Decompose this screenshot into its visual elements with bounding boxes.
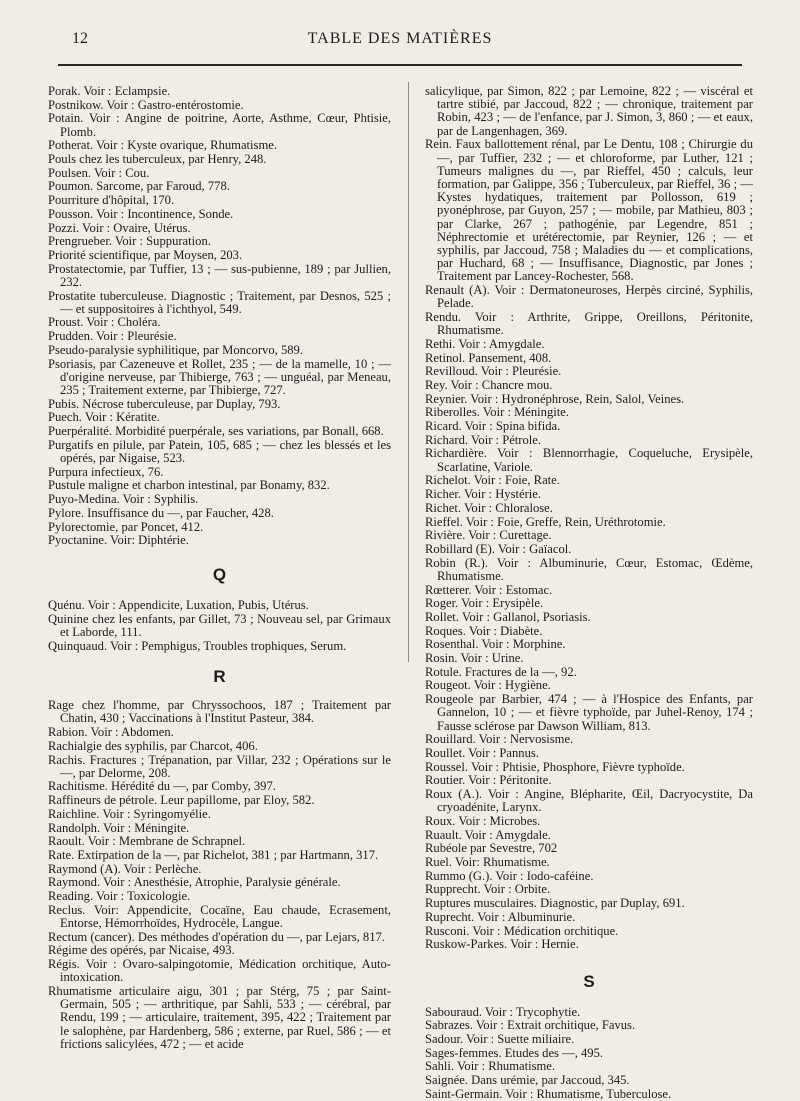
index-entry: Rieffel. Voir : Foie, Greffe, Rein, Uréthrotomie. — [425, 514, 666, 529]
index-entry: Purpura infectieux, 76. — [48, 464, 164, 479]
index-entry: Rouillard. Voir : Nervosisme. — [425, 732, 574, 747]
index-entry: Rendu. Voir : Arthrite, Grippe, Oreillons, Péritonite, Rhumatisme. — [425, 309, 753, 338]
index-entry: Ruptures musculaires. Diagnostic, par Duplay, 691. — [425, 896, 685, 911]
index-entry: Pubis. Nécrose tuberculeuse, par Duplay, 793. — [48, 396, 281, 411]
index-entry: Raffineurs de pétrole. Leur papillome, par Eloy, 582. — [48, 793, 315, 808]
index-entry: Sages-femmes. Etudes des —, 495. — [425, 1045, 604, 1060]
index-entry: Prostatite tuberculeuse. Diagnostic ; Traitement, par Desnos, 525 ; — et suppositoires à l'ichthyol, 549. — [48, 288, 391, 316]
index-entry: Rein. Faux ballottement rénal, par Le Dentu, 108 ; Chirurgie du —, par Tuffier, 232 ; — et chloroforme, par Luther, 121 ; Tumeurs malignes du —, par Rieffel, 450 ; calculs, leur formation, par Galippe, 356 ; Tuberculeux, par Rieffel, 36 ; — Kystes hydatiques, traitement par Pollosson, 619 ; pyonéphrose, par Guyon, 257 ; — mobile, par Mathieu, 803 ; par Clarke, 267 ; pathogénie, par Legendre, 851 ; Néphrectomie et urétérectomie, par Reynier, 126 ; — et syphilis, par Jaccoud, 758 ; Maladies du — et complications, par Huchard, 68 ; — Insuffisance, Diagnostic, par Jones ; Traitement par Lancey-Rochester, 568. — [425, 137, 753, 284]
index-entry: Pourriture d'hôpital, 170. — [48, 193, 175, 208]
index-entry: Priorité scientifique, par Moysen, 203. — [48, 247, 243, 262]
index-entry: Reading. Voir : Toxicologie. — [48, 889, 191, 904]
index-entry: salicylique, par Simon, 822 ; par Lemoine, 822 ; — viscéral et tartre stibié, par Jaccoud, 822 ; — chronique, traitement par Robin, 423 ; — de l'enfance, par J. Simon, 3, 860 ; — et eaux, par de Langenhagen, 369. — [425, 84, 753, 138]
index-entry: Puech. Voir : Kératite. — [48, 410, 160, 425]
index-entry: Richet. Voir : Chloralose. — [425, 500, 553, 515]
index-entry: Rœtterer. Voir : Estomac. — [425, 582, 553, 597]
index-entry: Ruault. Voir : Amygdale. — [425, 827, 551, 842]
index-entry: Renault (A). Voir : Dermatoneuroses, Herpès circiné, Syphilis, Pelade. — [425, 283, 753, 311]
index-entry: Richer. Voir : Hystérie. — [425, 487, 542, 502]
index-entry: Raichline. Voir : Syringomyélie. — [48, 806, 211, 821]
index-entry: Retinol. Pansement, 408. — [425, 350, 552, 365]
index-entry: Sabouraud. Voir : Trycophytie. — [425, 1004, 581, 1019]
index-entry: Raoult. Voir : Membrane de Schrapnel. — [48, 834, 246, 849]
index-entry: Rosin. Voir : Urine. — [425, 651, 524, 666]
index-entry: Pozzi. Voir : Ovaire, Utérus. — [48, 220, 191, 235]
index-entry: Potherat. Voir : Kyste ovarique, Rhumatisme. — [48, 138, 277, 153]
index-entry: Rummo (G.). Voir : Iodo-caféine. — [425, 868, 594, 883]
index-entry: Rate. Extirpation de la —, par Richelot, 381 ; par Hartmann, 317. — [48, 847, 379, 862]
index-entry: Riberolles. Voir : Méningite. — [425, 405, 570, 420]
index-entry: Robin (R.). Voir : Albuminurie, Cœur, Estomac, Œdème, Rhumatisme. — [425, 555, 753, 583]
index-entry: Pylore. Insuffisance du —, par Faucher, 428. — [48, 505, 274, 520]
index-entry: Potain. Voir : Angine de poitrine, Aorte, Asthme, Cœur, Phtisie, Plomb. — [48, 111, 391, 139]
index-entry: Rhumatisme articulaire aigu, 301 ; par Stérg, 75 ; par Saint-Germain, 505 ; — arthritique, par Sahli, 533 ; — cérébral, par Rendu, 199 ; — articulaire, traitement, 395, 422 ; Traitement par le salophène, par Hardenberg, 586 ; externe, par Ruel, 586 ; — et frictions salicylées, 472 ; — et acide — [48, 983, 391, 1051]
index-entry: Raymond (A). Voir : Perlèche. — [48, 861, 202, 876]
index-entry: Rollet. Voir : Gallanol, Psoriasis. — [425, 609, 591, 624]
index-entry: Pousson. Voir : Incontinence, Sonde. — [48, 206, 234, 221]
index-entry: Rusconi. Voir : Médication orchitique. — [425, 923, 619, 938]
index-entry: Rubéole par Sevestre, 702 — [425, 841, 558, 856]
index-entry: Poumon. Sarcome, par Faroud, 778. — [48, 179, 230, 194]
index-entry: Robillard (E). Voir : Gaïacol. — [425, 541, 572, 556]
index-entry: Quénu. Voir : Appendicite, Luxation, Pubis, Utérus. — [48, 598, 309, 613]
index-entry: Ruel. Voir: Rhumatisme. — [425, 855, 550, 870]
section-letter-r: R — [213, 667, 226, 687]
index-entry: Routier. Voir : Péritonite. — [425, 773, 552, 788]
running-title: TABLE DES MATIÈRES — [307, 30, 493, 47]
index-entry: Reclus. Voir: Appendicite, Cocaïne, Eau chaude, Ecrasement, Entorse, Hémorrhoïdes, Hydrocèle, Langue. — [48, 902, 391, 930]
index-entry: Sadour. Voir : Suette miliaire. — [425, 1031, 575, 1046]
index-entry: Puerpéralité. Morbidité puerpérale, ses variations, par Bonall, 668. — [48, 424, 384, 439]
index-entry: Régime des opérés, par Nicaise, 493. — [48, 943, 235, 958]
index-entry: Saint-Germain. Voir : Rhumatisme, Tuberculose. — [425, 1086, 672, 1101]
index-entry: Puyo-Medina. Voir : Syphilis. — [48, 492, 199, 507]
index-entry: Rabion. Voir : Abdomen. — [48, 725, 174, 740]
index-entry: Proust. Voir : Choléra. — [48, 315, 161, 330]
index-entry: Prudden. Voir : Pleurésie. — [48, 329, 177, 344]
index-entry: Rachialgie des syphilis, par Charcot, 406. — [48, 738, 258, 753]
index-entry: Rotule. Fractures de la —, 92. — [425, 664, 577, 679]
index-entry: Roques. Voir : Diabète. — [425, 623, 543, 638]
index-entry: Richardière. Voir : Blennorrhagie, Coqueluche, Erysipèle, Scarlatine, Variole. — [425, 446, 753, 474]
index-entry: Reynier. Voir : Hydronéphrose, Rein, Salol, Veines. — [425, 391, 685, 406]
index-entry: Rey. Voir : Chancre mou. — [425, 377, 553, 392]
index-entry: Rivière. Voir : Curettage. — [425, 528, 552, 543]
index-entry: Roger. Voir : Erysipèle. — [425, 596, 544, 611]
index-entry: Poulsen. Voir : Cou. — [48, 165, 150, 180]
index-entry: Postnikow. Voir : Gastro-entérostomie. — [48, 97, 244, 112]
column-divider — [408, 82, 409, 662]
index-entry: Régis. Voir : Ovaro-salpingotomie, Médication orchitique, Auto-intoxication. — [48, 957, 391, 985]
index-entry: Roux. Voir : Microbes. — [425, 813, 541, 828]
index-entry: Porak. Voir : Eclampsie. — [48, 84, 171, 98]
index-entry: Pouls chez les tuberculeux, par Henry, 248. — [48, 152, 267, 167]
index-entry: Prengrueber. Voir : Suppuration. — [48, 234, 211, 249]
index-entry: Roussel. Voir : Phtisie, Phosphore, Fièvre typhoïde. — [425, 759, 685, 774]
index-entry: Sahli. Voir : Rhumatisme. — [425, 1059, 556, 1074]
index-entry: Roux (A.). Voir : Angine, Blépharite, Œil, Dacryocystite, Da cryoadénite, Larynx. — [425, 787, 753, 815]
header-rule — [58, 64, 742, 66]
right-column — [425, 85, 753, 1101]
page-header — [58, 28, 742, 52]
index-entry: Pylorectomie, par Poncet, 412. — [48, 519, 204, 534]
index-entry: Richard. Voir : Pétrole. — [425, 432, 542, 447]
index-entry: Quinine chez les enfants, par Gillet, 73 ; Nouveau sel, par Grimaux et Laborde, 111. — [48, 612, 391, 640]
index-entry: Ricard. Voir : Spina bifida. — [425, 419, 561, 434]
section-letter-s: S — [583, 971, 595, 991]
index-entry: Rougeole par Barbier, 474 ; — à l'Hospice des Enfants, par Gannelon, 10 ; — et fièvre typhoïde, par Juhel-Renoy, 174 ; Fausse sclérose par Dawson William, 813. — [425, 692, 753, 733]
index-entry: Rethi. Voir : Amygdale. — [425, 336, 545, 351]
index-entry: Pustule maligne et charbon intestinal, par Bonamy, 832. — [48, 478, 330, 493]
page-number: 12 — [72, 30, 88, 47]
index-entry: Randolph. Voir : Méningite. — [48, 820, 190, 835]
index-entry: Roullet. Voir : Pannus. — [425, 745, 539, 760]
index-entry: Rachitisme. Hérédité du —, par Comby, 397. — [48, 779, 276, 794]
index-entry: Prostatectomie, par Tuffier, 13 ; — sus-pubienne, 189 ; par Jullien, 232. — [48, 261, 391, 289]
section-letter-q: Q — [212, 565, 227, 585]
index-entry: Rectum (cancer). Des méthodes d'opération du —, par Lejars, 817. — [48, 929, 385, 944]
index-entry: Quinquaud. Voir : Pemphigus, Troubles trophiques, Serum. — [48, 639, 347, 654]
left-column — [48, 85, 391, 1052]
index-entry: Ruskow-Parkes. Voir : Hernie. — [425, 937, 579, 952]
index-entry: Revilloud. Voir : Pleurésie. — [425, 364, 562, 379]
index-entry: Sabrazes. Voir : Extrait orchitique, Favus. — [425, 1018, 636, 1033]
index-entry: Ruprecht. Voir : Albuminurie. — [425, 909, 576, 924]
index-entry: Pseudo-paralysie syphilitique, par Moncorvo, 589. — [48, 342, 303, 357]
index-entry: Rachis. Fractures ; Trépanation, par Villar, 232 ; Opérations sur le —, par Delorme, 208. — [48, 752, 391, 780]
index-entry: Rupprecht. Voir : Orbite. — [425, 882, 551, 897]
index-entry: Rosenthal. Voir : Morphine. — [425, 637, 566, 652]
index-entry: Rougeot. Voir : Hygiène. — [425, 678, 551, 693]
index-entry: Purgatifs en pilule, par Patein, 105, 685 ; — chez les blessés et les opérés, par Nigaise, 523. — [48, 437, 391, 465]
index-entry: Raymond. Voir : Anesthésie, Atrophie, Paralysie générale. — [48, 875, 341, 890]
index-entry: Richelot. Voir : Foie, Rate. — [425, 473, 560, 488]
index-entry: Saignée. Dans urémie, par Jaccoud, 345. — [425, 1073, 630, 1088]
index-entry: Psoriasis, par Cazeneuve et Rollet, 235 ; — de la mamelle, 10 ; — d'origine nerveuse, par Thibierge, 763 ; — unguéal, par Meneau, 235 ; Traitement externe, par Thibierge, 727. — [48, 356, 391, 397]
index-entry: Pyoctanine. Voir: Diphtérie. — [48, 533, 189, 548]
index-entry: Rage chez l'homme, par Chryssochoos, 187 ; Traitement par Chatin, 430 ; Vaccinations à l'Institut Pasteur, 384. — [48, 698, 391, 726]
